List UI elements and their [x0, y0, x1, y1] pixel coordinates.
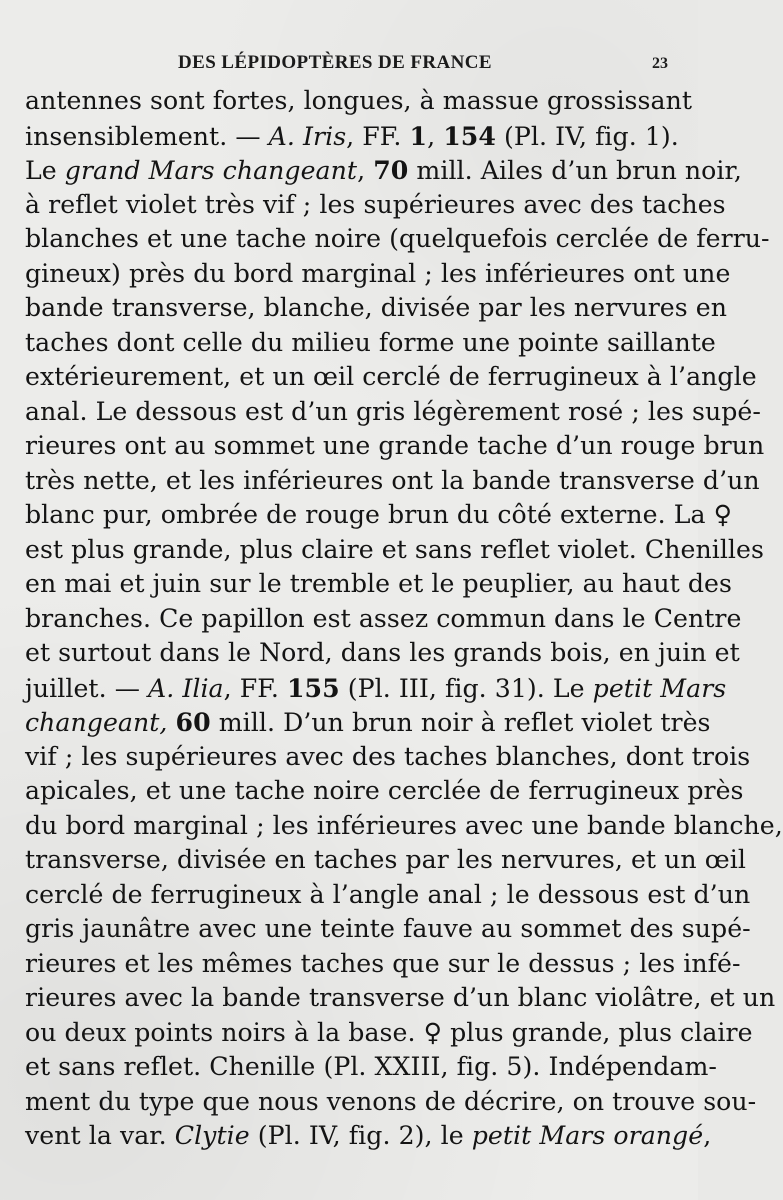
bold-text: 70 — [373, 155, 409, 185]
text-line — [25, 1016, 753, 1051]
text-line — [25, 188, 726, 223]
text-line — [25, 222, 770, 257]
text-segment: blanches et une tache noire (quelquefois cerclée de ferru- — [25, 224, 770, 253]
text-segment: ment du type que nous venons de décrire, on trouve sou- — [25, 1086, 757, 1116]
text-segment: du bord marginal ; les inférieures avec une bande blanche, — [25, 810, 783, 840]
text-segment: insensiblement. — — [25, 121, 269, 151]
text-line — [25, 464, 760, 499]
text-segment: rieures avec la bande transverse d’un blanc violâtre, et un — [25, 983, 776, 1012]
text-segment: ou deux points noirs à la base. ♀ plus grande, plus claire — [25, 1017, 753, 1047]
text-segment: juillet. — — [25, 673, 148, 703]
text-segment: transverse, divisée en taches par les nervures, et un œil — [25, 845, 746, 874]
bold-text: 154 — [443, 120, 496, 151]
text-line — [25, 360, 757, 395]
text-segment: apicales, et une tache noire cerclée de ferrugineux près — [25, 776, 744, 805]
page-number: 23 — [652, 55, 668, 72]
text-segment: (Pl. IV, fig. 2), le — [249, 1121, 472, 1150]
text-segment: , FF. — [346, 121, 410, 151]
italic-text: Clytie — [174, 1121, 250, 1150]
text-line — [25, 843, 746, 878]
italic-text: petit Mars orangé — [471, 1121, 704, 1150]
text-segment: mill. D’un brun noir à reflet violet très — [210, 708, 711, 737]
text-line — [25, 740, 751, 775]
page-header — [0, 52, 698, 80]
text-line — [25, 429, 765, 464]
italic-text: A. Iris — [268, 121, 347, 151]
text-line — [25, 119, 679, 154]
text-line — [25, 291, 728, 326]
text-segment: mill. Ailes d’un brun noir, — [408, 156, 742, 185]
text-segment: (Pl. III, fig. 31). Le — [339, 673, 593, 703]
text-segment: blanc pur, ombrée de rouge brun du côté externe. La ♀ — [25, 500, 733, 529]
text-line — [25, 533, 764, 568]
text-line — [25, 1050, 717, 1085]
body-text — [25, 84, 783, 1154]
text-segment: rieures ont au sommet une grande tache d’un rouge brun — [25, 431, 765, 460]
text-segment: extérieurement, et un œil cerclé de ferrugineux à l’angle — [25, 362, 757, 391]
text-segment: est plus grande, plus claire et sans reflet violet. Chenilles — [25, 534, 764, 564]
text-segment: vif ; les supérieures avec des taches blanches, dont trois — [25, 741, 751, 771]
text-segment: en mai et juin sur le tremble et le peuplier, au haut des — [25, 569, 732, 598]
text-line — [25, 498, 733, 533]
text-segment: (Pl. IV, fig. 1). — [495, 121, 679, 151]
text-line — [25, 153, 742, 188]
text-segment: rieures et les mêmes taches que sur le dessus ; les infé- — [25, 948, 741, 978]
text-line — [25, 981, 776, 1016]
text-line — [25, 1119, 712, 1154]
text-segment: branches. Ce papillon est assez commun dans le Centre — [25, 603, 742, 633]
text-segment: taches dont celle du milieu forme une pointe saillante — [25, 327, 716, 357]
italic-text: changeant, — [25, 708, 168, 737]
text-segment: et surtout dans le Nord, dans les grands bois, en juin et — [25, 638, 740, 667]
text-segment: à reflet violet très vif ; les supérieures avec des taches — [25, 189, 726, 219]
text-segment: , FF. — [223, 673, 287, 703]
text-line — [25, 705, 711, 740]
text-segment: antennes sont fortes, longues, à massue grossissant — [25, 86, 693, 115]
text-line — [25, 809, 783, 844]
text-line — [25, 912, 751, 947]
text-line — [25, 878, 751, 913]
running-title: DES LÉPIDOPTÈRES DE FRANCE — [178, 52, 492, 73]
text-segment: , — [427, 121, 444, 151]
text-segment: , — [357, 156, 374, 185]
text-line — [25, 602, 742, 637]
text-segment: et sans reflet. Chenille (Pl. XXIII, fig. 5). Indépendam- — [25, 1052, 717, 1081]
text-line — [25, 1085, 757, 1120]
text-line — [25, 636, 740, 671]
bold-text: 155 — [286, 672, 340, 703]
text-segment: Le — [25, 156, 65, 185]
text-line — [25, 395, 761, 430]
italic-text: petit Mars — [592, 673, 727, 703]
text-segment — [167, 708, 175, 737]
bold-text: 60 — [175, 707, 211, 737]
italic-text: grand Mars changeant — [64, 156, 358, 185]
text-segment: , — [703, 1121, 712, 1150]
text-segment: anal. Le dessous est d’un gris légèrement rosé ; les supé- — [25, 396, 761, 426]
text-segment: bande transverse, blanche, divisée par les nervures en — [25, 293, 728, 322]
text-segment: très nette, et les inférieures ont la bande transverse d’un — [25, 465, 760, 495]
text-segment: vent la var. — [25, 1121, 175, 1150]
text-segment: gineux) près du bord marginal ; les inférieures ont une — [25, 258, 731, 288]
bold-text: 1 — [409, 120, 428, 151]
text-line — [25, 774, 744, 809]
text-line — [25, 326, 716, 361]
text-segment: cerclé de ferrugineux à l’angle anal ; le dessous est d’un — [25, 879, 751, 909]
text-line — [25, 947, 741, 982]
text-line — [25, 84, 693, 119]
text-line — [25, 671, 727, 706]
text-line — [25, 567, 732, 602]
italic-text: A. Ilia — [147, 673, 224, 703]
text-segment: gris jaunâtre avec une teinte fauve au sommet des supé- — [25, 914, 751, 943]
text-line — [25, 257, 731, 292]
